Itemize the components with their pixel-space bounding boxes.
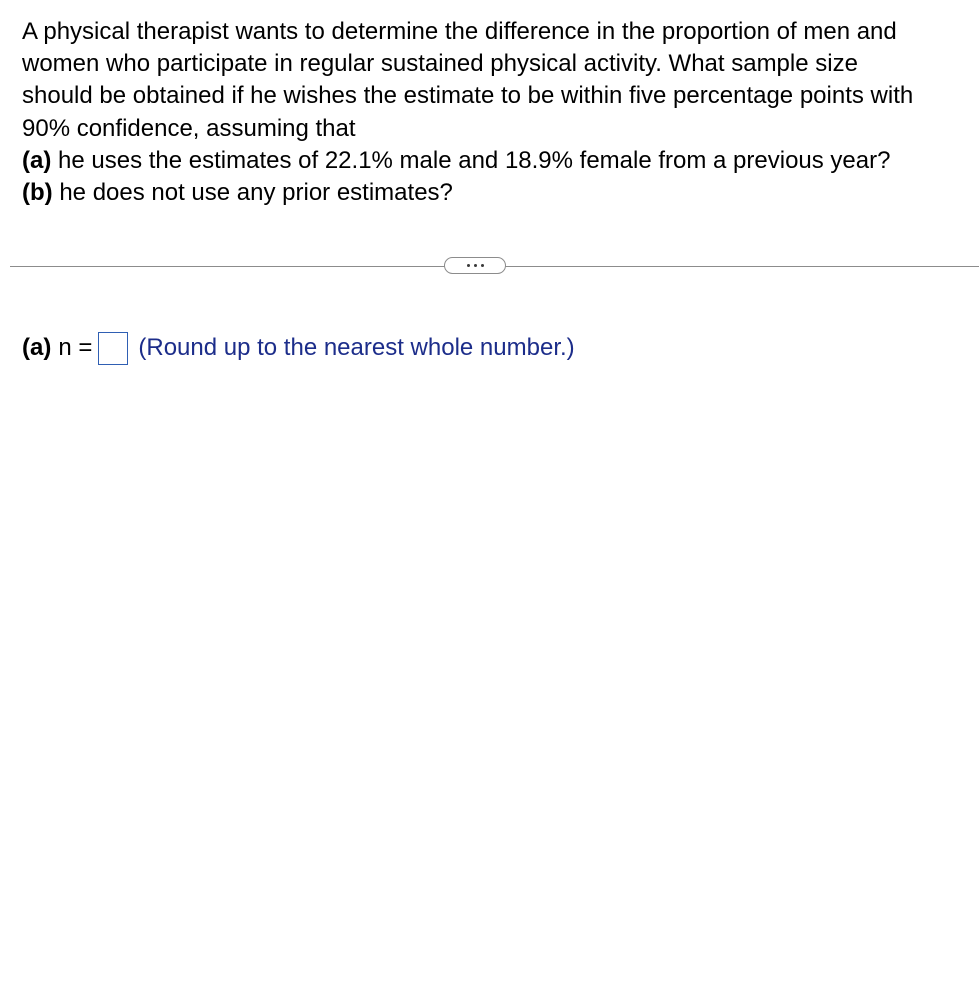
- question-text: [22, 16, 979, 209]
- answer-variable-label: n =: [58, 334, 93, 361]
- answer-part-label: (a): [22, 334, 52, 361]
- part-b-label: (b): [22, 178, 53, 206]
- part-a-label: (a): [22, 146, 52, 174]
- ellipsis-icon: [474, 264, 477, 267]
- question-line-3: should be obtained if he wishes the estimate to be within five percentage points with: [22, 82, 914, 110]
- answer-input-n[interactable]: [98, 332, 128, 365]
- part-a-text: he uses the estimates of 22.1% male and 18.9% female from a previous year?: [51, 146, 891, 174]
- question-part-a: [22, 145, 979, 177]
- rounding-hint: (Round up to the nearest whole number.): [138, 334, 575, 361]
- question-part-b: [22, 177, 979, 209]
- ellipsis-icon: [467, 264, 470, 267]
- part-b-text: he does not use any prior estimates?: [52, 178, 453, 206]
- question-line-4: 90% confidence, assuming that: [22, 114, 356, 142]
- ellipsis-icon: [481, 264, 484, 267]
- more-button[interactable]: [444, 257, 506, 274]
- question-line-1: A physical therapist wants to determine the difference in the proportion of men and: [22, 18, 897, 45]
- answer-row: [22, 329, 575, 367]
- question-line-2: women who participate in regular sustained physical activity. What sample size: [22, 50, 858, 78]
